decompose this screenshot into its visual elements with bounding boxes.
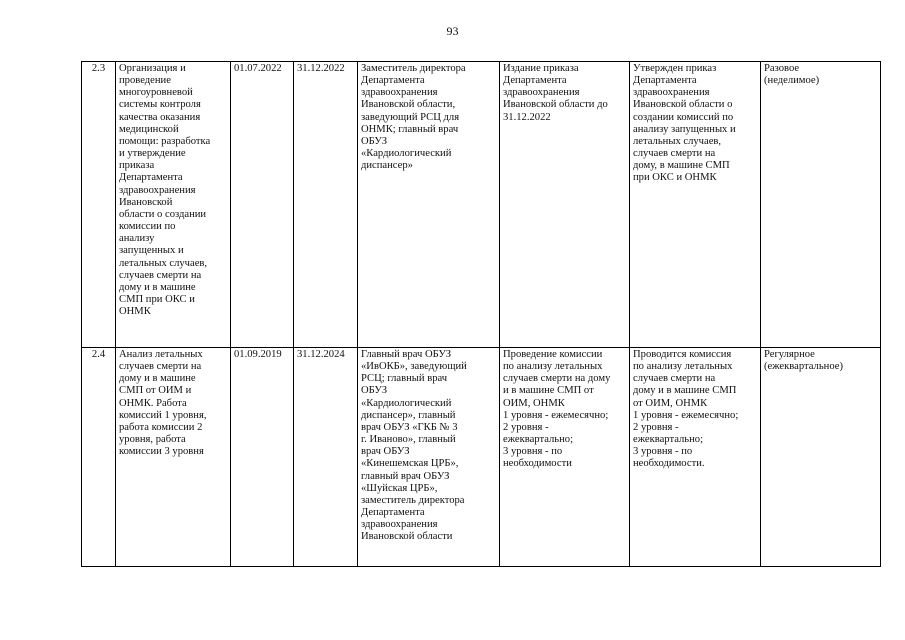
start-date-cell: 01.09.2019 xyxy=(231,348,294,567)
end-date-cell: 31.12.2022 xyxy=(294,62,358,348)
activity-cell: Анализ летальных случаев смерти на дому и в машине СМП от ОИМ и ОНМК. Работа комиссий 1 уровня, работа комиссии 2 уровня, работа комиссии 3 уровня xyxy=(116,348,231,567)
responsible-cell: Главный врач ОБУЗ «ИвОКБ», заведующий РСЦ; главный врач ОБУЗ «Кардиологический диспансер», главный врач ОБУЗ «ГКБ № 3 г. Иваново», главный врач ОБУЗ «Кинешемская ЦРБ», главный врач ОБУЗ «Шуйская ЦРБ», заместитель директора Департамента здравоохранения Ивановской области xyxy=(358,348,500,567)
type-cell: Разовое (неделимое) xyxy=(761,62,881,348)
type-cell: Регулярное (ежеквартальное) xyxy=(761,348,881,567)
actual-result-cell: Проводится комиссия по анализу летальных случаев смерти на дому и в машине СМП от ОИМ, ОНМК 1 уровня - ежемесячно; 2 уровня - ежеквартально; 3 уровня - по необходимости. xyxy=(630,348,761,567)
end-date-cell: 31.12.2024 xyxy=(294,348,358,567)
row-number: 2.4 xyxy=(82,348,116,567)
expected-result-cell: Проведение комиссии по анализу летальных случаев смерти на дому и в машине СМП от ОИМ, ОНМК 1 уровня - ежемесячно; 2 уровня - ежеквартально; 3 уровня - по необходимости xyxy=(500,348,630,567)
responsible-cell: Заместитель директора Департамента здравоохранения Ивановской области, заведующий РСЦ для ОНМК; главный врач ОБУЗ «Кардиологический диспансер» xyxy=(358,62,500,348)
activity-cell: Организация и проведение многоуровневой системы контроля качества оказания медицинской помощи: разработка и утверждение приказа Департамента здравоохранения Ивановской области о создании комиссии по анализу запущенных и летальных случаев, случаев смерти на дому и в машине СМП при ОКС и ОНМК xyxy=(116,62,231,348)
plan-table xyxy=(81,61,881,567)
row-number: 2.3 xyxy=(82,62,116,348)
expected-result-cell: Издание приказа Департамента здравоохранения Ивановской области до 31.12.2022 xyxy=(500,62,630,348)
page-number: 93 xyxy=(446,24,459,38)
start-date-cell: 01.07.2022 xyxy=(231,62,294,348)
table-row xyxy=(82,348,881,567)
table-row xyxy=(82,62,881,348)
actual-result-cell: Утвержден приказ Департамента здравоохранения Ивановской области о создании комиссий по анализу запущенных и летальных случаев, случаев смерти на дому, в машине СМП при ОКС и ОНМК xyxy=(630,62,761,348)
